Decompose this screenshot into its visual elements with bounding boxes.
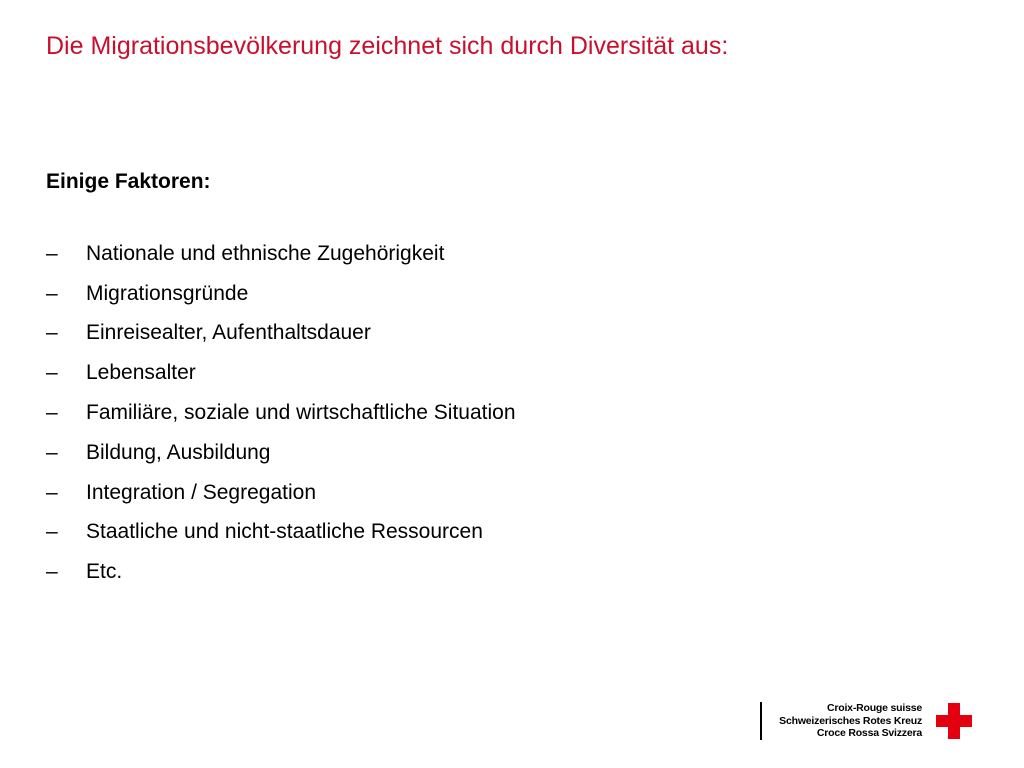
dash-bullet-icon: – xyxy=(46,281,58,305)
dash-bullet-icon: – xyxy=(46,520,58,544)
factor-label: Staatliche und nicht-staatliche Ressourcen xyxy=(86,520,483,544)
dash-bullet-icon: – xyxy=(46,321,58,345)
slide-title: Die Migrationsbevölkerung zeichnet sich durch Diversität aus: xyxy=(46,32,729,60)
list-item xyxy=(46,552,516,592)
factor-label: Nationale und ethnische Zugehörigkeit xyxy=(86,241,445,265)
dash-bullet-icon: – xyxy=(46,361,58,385)
swiss-red-cross-logo xyxy=(760,702,972,740)
dash-bullet-icon: – xyxy=(46,241,58,265)
dash-bullet-icon: – xyxy=(46,440,58,464)
logo-divider xyxy=(760,702,762,740)
logo-line-french: Croix-Rouge suisse xyxy=(826,702,922,714)
list-item xyxy=(46,234,516,274)
factor-list xyxy=(46,234,516,592)
logo-line-german: Schweizerisches Rotes Kreuz xyxy=(779,714,922,727)
factor-label: Lebensalter xyxy=(86,361,196,385)
factor-label: Einreisealter, Aufenthaltsdauer xyxy=(86,321,371,345)
factor-label: Integration / Segregation xyxy=(86,480,316,504)
logo-line-italian: Croce Rossa Svizzera xyxy=(816,727,922,739)
list-item xyxy=(46,314,516,354)
list-item xyxy=(46,513,516,553)
list-item xyxy=(46,473,516,513)
factor-label: Familiäre, soziale und wirtschaftliche Situation xyxy=(86,401,516,425)
dash-bullet-icon: – xyxy=(46,401,58,425)
dash-bullet-icon: – xyxy=(46,480,58,504)
list-item xyxy=(46,274,516,314)
list-item xyxy=(46,433,516,473)
dash-bullet-icon: – xyxy=(46,560,58,584)
list-item xyxy=(46,393,516,433)
factor-label: Etc. xyxy=(86,560,123,584)
factor-label: Bildung, Ausbildung xyxy=(86,440,271,464)
logo-text xyxy=(779,702,922,740)
section-heading: Einige Faktoren: xyxy=(46,170,211,193)
red-cross-icon xyxy=(936,703,972,739)
factor-label: Migrationsgründe xyxy=(86,281,249,305)
list-item xyxy=(46,353,516,393)
